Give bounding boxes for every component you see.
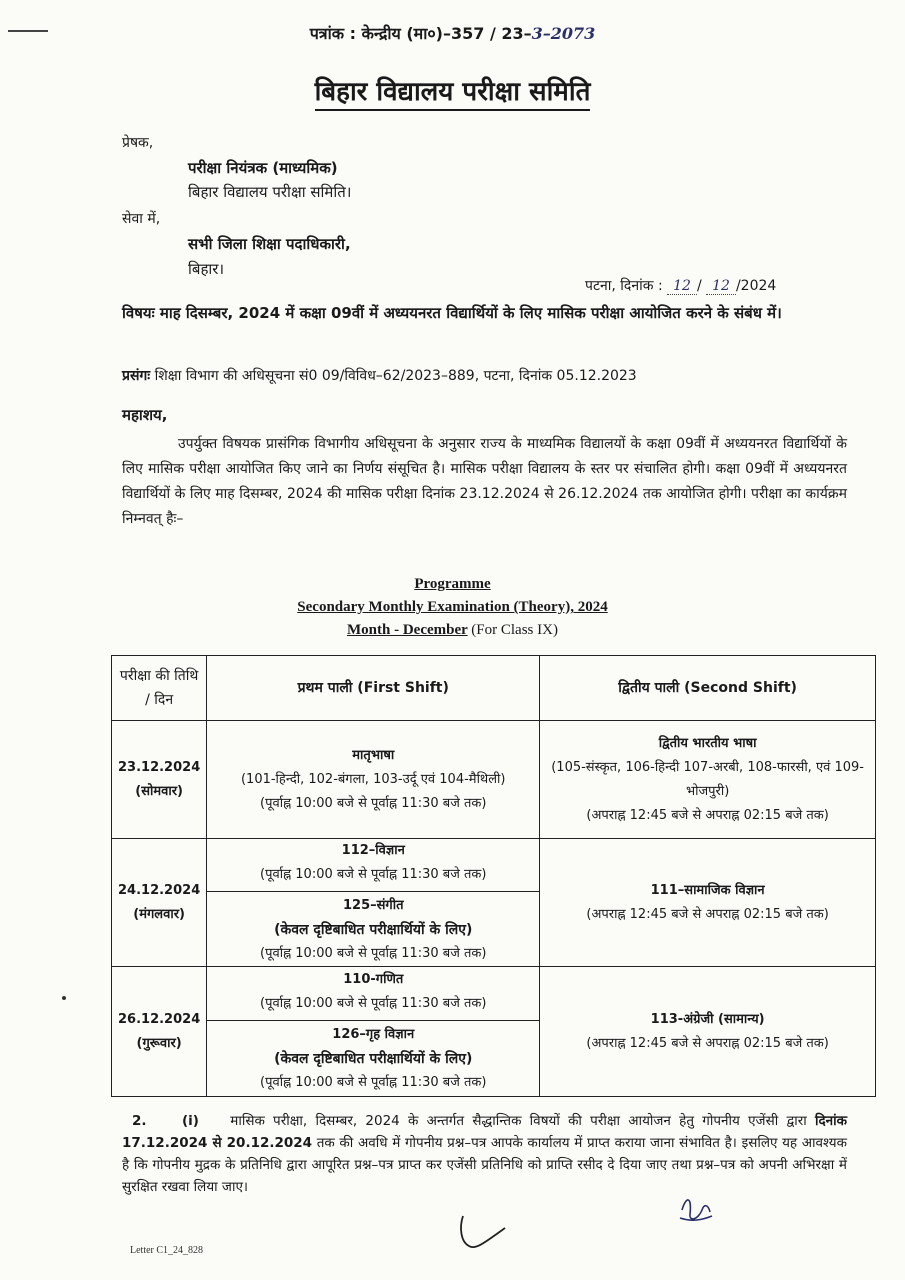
recipient-label: सेवा में, bbox=[122, 211, 161, 227]
sender-org: बिहार विद्यालय परीक्षा समिति। bbox=[188, 183, 352, 201]
recipient-place: बिहार। bbox=[188, 260, 225, 278]
table-row bbox=[112, 967, 876, 1097]
subject-line: विषयः माह दिसम्बर, 2024 में कक्षा 09वीं में अध्ययनरत विद्यार्थियों के लिए मासिक परीक्षा आयोजित करने के संबंध में। bbox=[122, 304, 782, 322]
second-shift-cell: द्वितीय भारतीय भाषा (105-संस्कृत, 106-हिन्दी 107-अरबी, 108-फारसी, एवं 109-भोजपुरी) (अपराह्न 12:45 बजे से अपराह्न 02:15 बजे तक) bbox=[540, 721, 876, 839]
sender-name: परीक्षा नियंत्रक (माध्यमिक) bbox=[188, 159, 338, 177]
row-date-cell: 26.12.2024 (गुरूवार) bbox=[112, 967, 207, 1097]
header-second-shift: द्वितीय पाली (Second Shift) bbox=[540, 656, 876, 721]
row-date-cell: 23.12.2024 (सोमवार) bbox=[112, 721, 207, 839]
exam-schedule-table bbox=[111, 655, 876, 1097]
handwritten-ref-number: 3–2073 bbox=[531, 24, 596, 43]
signature-mark bbox=[455, 1208, 515, 1258]
sender-label: प्रेषक, bbox=[122, 135, 154, 151]
programme-month: Month - December (For Class IX) bbox=[347, 622, 558, 638]
second-shift-cell: 113-अंग्रेजी (सामान्य) (अपराह्न 12:45 बजे से अपराह्न 02:15 बजे तक) bbox=[540, 967, 876, 1097]
point-2-paragraph: 2. (i) मासिक परीक्षा, दिसम्बर, 2024 के अन्तर्गत सैद्धान्तिक विषयों की परीक्षा आयोजन हेतु गोपनीय एजेंसी द्वारा दिनांक 17.12.2024 से 20.12.2024 तक की अवधि में गोपनीय प्रश्न–पत्र आपके कार्यालय में प्राप्त कराया जाना संभावित है। इसलिए यह आवश्यक है कि गोपनीय मुद्रक के प्रतिनिधि द्वारा आपूरित प्रश्न–पत्र प्राप्त कर एजेंसी प्रतिनिधि को प्राप्ति रसीद दे दिया जाए तथा प्रश्न–पत्र को अपनी अभिरक्षा में सुरक्षित रखवा लिया जाए। bbox=[122, 1113, 847, 1195]
dateline: पटना, दिनांक : 12 / 12 /2024 bbox=[585, 278, 777, 294]
table-row bbox=[112, 839, 876, 967]
header-date: परीक्षा की तिथि / दिन bbox=[112, 656, 207, 721]
row-date-cell: 24.12.2024 (मंगलवार) bbox=[112, 839, 207, 967]
organization-title: बिहार विद्यालय परीक्षा समिति bbox=[0, 72, 905, 108]
date-month: 12 bbox=[706, 278, 736, 295]
footer-letter-code: Letter C1_24_828 bbox=[130, 1245, 204, 1256]
first-shift-cell: मातृभाषा (101-हिन्दी, 102-बंगला, 103-उर्दू एवं 104-मैथिली) (पूर्वाह्न 10:00 बजे से पूर्वाह्न 11:30 बजे तक) bbox=[207, 721, 540, 839]
body-paragraph: उपर्युक्त विषयक प्रासंगिक विभागीय अधिसूचना के अनुसार राज्य के माध्यमिक विद्यालयों के कक्षा 09वीं में अध्ययनरत विद्यार्थियों के लिए मासिक परीक्षा आयोजित किए जाने का निर्णय संसूचित है। मासिक परीक्षा विद्यालय के स्तर पर संचालित होगी। कक्षा 09वीं में अध्ययनरत विद्यार्थियों के लिए माह दिसम्बर, 2024 की मासिक परीक्षा दिनांक 23.12.2024 से 26.12.2024 तक आयोजित होगी। परीक्षा का कार्यक्रम निम्नवत् हैः– bbox=[122, 436, 847, 527]
table-row bbox=[112, 721, 876, 839]
programme-title: Programme bbox=[414, 576, 491, 592]
initials-mark bbox=[672, 1190, 718, 1230]
first-shift-cell: 110-गणित (पूर्वाह्न 10:00 बजे से पूर्वाह्न 11:30 बजे तक) 126–गृह विज्ञान (केवल दृष्टिबाधित परीक्षार्थियों के लिए) (पूर्वाह्न 10:00 बजे से पूर्वाह्न 11:30 बजे तक) bbox=[207, 967, 540, 1097]
table-header-row bbox=[112, 656, 876, 721]
date-day: 12 bbox=[667, 278, 697, 295]
reference-line: प्रसंगः शिक्षा विभाग की अधिसूचना सं0 09/विविध–62/2023–889, पटना, दिनांक 05.12.2023 bbox=[122, 368, 637, 384]
second-shift-cell: 111–सामाजिक विज्ञान (अपराह्न 12:45 बजे से अपराह्न 02:15 बजे तक) bbox=[540, 839, 876, 967]
first-shift-cell: 112–विज्ञान (पूर्वाह्न 10:00 बजे से पूर्वाह्न 11:30 बजे तक) 125–संगीत (केवल दृष्टिबाधित परीक्षार्थियों के लिए) (पूर्वाह्न 10:00 बजे से पूर्वाह्न 11:30 बजे तक) bbox=[207, 839, 540, 967]
recipient-name: सभी जिला शिक्षा पदाधिकारी, bbox=[188, 235, 351, 253]
header-first-shift: प्रथम पाली (First Shift) bbox=[207, 656, 540, 721]
stray-dot bbox=[62, 996, 66, 1000]
reference-number: पत्रांक : केन्द्रीय (मा०)–357 / 23–3–2073 bbox=[309, 24, 596, 43]
salutation: महाशय, bbox=[122, 406, 168, 424]
programme-subtitle: Secondary Monthly Examination (Theory), 2024 bbox=[297, 599, 608, 615]
